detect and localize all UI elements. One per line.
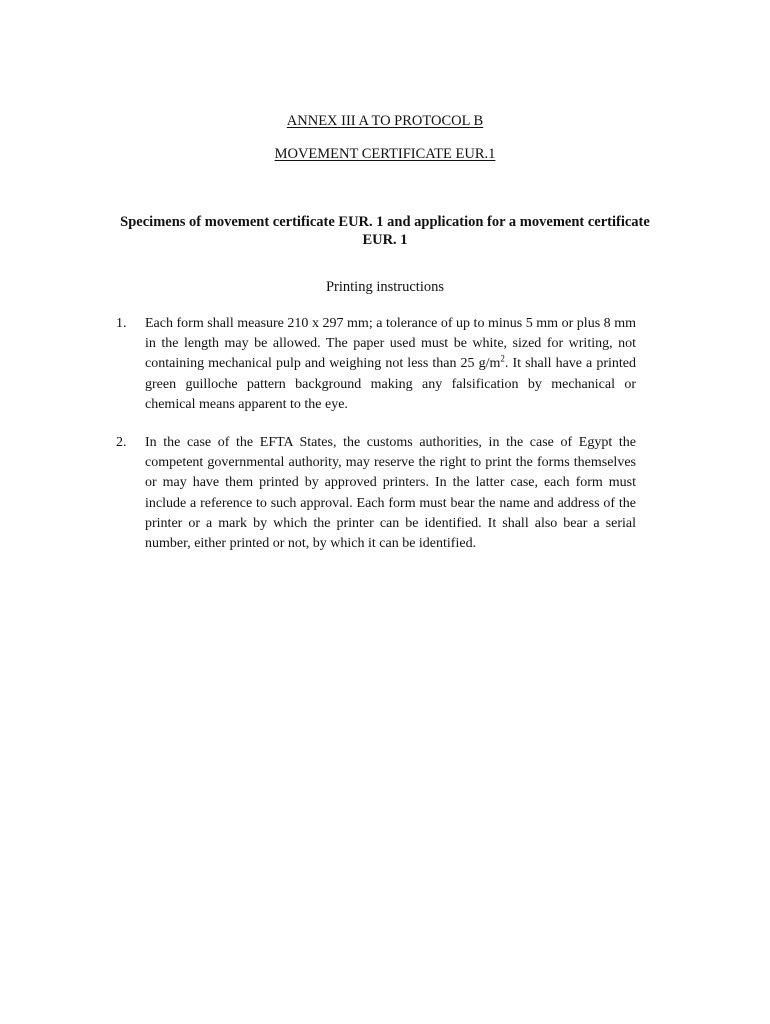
instruction-text: In the case of the EFTA States, the customs authorities, in the case of Egypt the competent governmental authority, may reserve the right to print the forms themselves or may have them printed by approved printers. In the latter case, each form must include a reference to such approval. Each form must bear the name and address of the printer or a mark by which the printer can be identified. It shall also bear a serial number, either printed or not, by which it can be identified. bbox=[145, 435, 636, 552]
specimens-heading: Specimens of movement certificate EUR. 1 and application for a movement certificate EUR. 1 bbox=[120, 214, 650, 248]
superscript-exponent: 2 bbox=[500, 353, 505, 364]
instruction-text bbox=[145, 314, 636, 415]
instruction-item-1 bbox=[116, 314, 636, 415]
instruction-text-part: Each form shall measure 210 x 297 mm; a tolerance of up to minus 5 mm or plus 8 mm in the length may be allowed. The paper used must be white, sized for writing, not containing mechanical pulp and weighing not less than 25 g/m bbox=[145, 316, 636, 372]
instruction-text-part: . It shall have a printed green guilloche pattern background making any falsification by mechanical or chemical means apparent to the eye. bbox=[145, 356, 636, 412]
instruction-item-2 bbox=[116, 433, 636, 554]
certificate-title: MOVEMENT CERTIFICATE EUR.1 bbox=[274, 146, 496, 162]
instruction-number: 2. bbox=[116, 435, 127, 450]
instruction-number: 1. bbox=[116, 316, 127, 331]
annex-title: ANNEX III A TO PROTOCOL B bbox=[286, 113, 484, 129]
printing-instructions-heading: Printing instructions bbox=[325, 279, 445, 295]
